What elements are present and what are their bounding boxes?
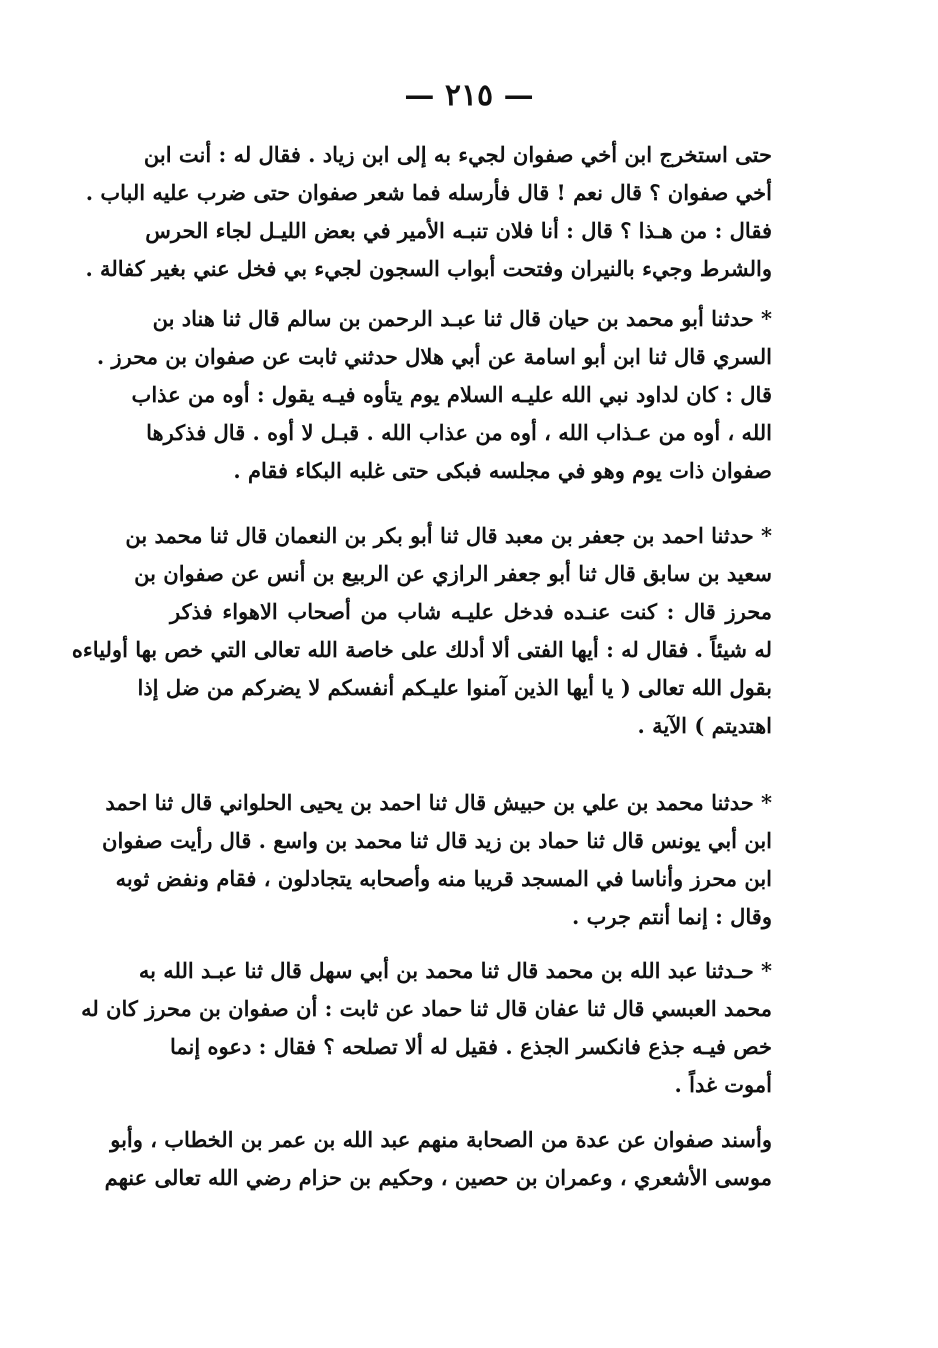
text-line: اهتديتم ) الآية . (637, 713, 772, 738)
text-line: بقول الله تعالى ( يا أيها الذين آمنوا عليـكم أنفسكم لا يضركم من ضل إذا (137, 675, 772, 700)
text-line: أخي صفوان ؟ قال نعم ! قال فأرسله فما شعر صفوان حتى ضرب عليه الباب . (85, 180, 772, 205)
text-line: الله ، أوه من عـذاب الله ، أوه من عذاب الله . قبـل لا أوه . قال فذكرها (146, 420, 772, 445)
text-line: * حدثنا احمد بن جعفر بن معبد قال ثنا أبو بكر بن النعمان قال ثنا محمد بن (125, 523, 772, 548)
text-line: محرز قال : كنت عنـده فدخل عليـه شاب من أصحاب الاهواء فذكر (170, 599, 772, 624)
paragraph-beam-narration (81, 952, 772, 1104)
text-line: والشرط وجيء بالنيران وفتحت أبواب السجون لجيء بي فخل عني بغير كفالة . (85, 256, 772, 281)
paragraph-mosque-narration (102, 784, 772, 936)
text-line: * حدثنا أبو محمد بن حيان قال ثنا عبـد الرحمن بن سالم قال ثنا هناد بن (152, 306, 772, 331)
text-line: صفوان ذات يوم وهو في مجلسه فبكى حتى غلبه البكاء فقام . (233, 458, 772, 483)
text-line: موسى الأشعري ، وعمران بن حصين ، وحكيم بن حزام رضي الله تعالى عنهم (104, 1165, 772, 1190)
text-line: ابن محرز وأناسا في المسجد قريبا منه وأصحابه يتجادلون ، فقام ونفض ثوبه (115, 866, 772, 891)
text-line: سعيد بن سابق قال ثنا أبو جعفر الرازي عن الربيع بن أنس عن صفوان بن (134, 561, 772, 586)
paragraph-release-story (85, 136, 772, 288)
text-line: ابن أبي يونس قال ثنا حماد بن زيد قال ثنا محمد بن واسع . قال رأيت صفوان (102, 828, 772, 853)
text-line: قال : كان لداود نبي الله عليـه السلام يوم يتأوه فيـه يقول : أوه من عذاب (131, 382, 772, 407)
text-line: محمد العبسي قال ثنا عفان قال ثنا حماد عن ثابت : أن صفوان بن محرز كان له (81, 996, 772, 1021)
text-line: وأسند صفوان عن عدة من الصحابة منهم عبد الله بن عمر بن الخطاب ، وأبو (110, 1127, 772, 1152)
text-line: السري قال ثنا ابن أبو اسامة عن أبي هلال حدثني ثابت عن صفوان بن محرز . (96, 344, 772, 369)
page-number: — ٢١٥ — (404, 78, 534, 113)
text-line: أموت غداً . (674, 1072, 772, 1097)
text-line: حتى استخرج ابن أخي صفوان لجيء به إلى ابن زياد . فقال له : أنت ابن (143, 142, 772, 167)
paragraph-companions-list (104, 1121, 772, 1197)
text-line: * حـدثنا عبد الله بن محمد قال ثنا محمد بن أبي سهل قال ثنا عبـد الله به (138, 958, 772, 983)
text-line: خص فيـه جذع فانكسر الجذع . فقيل له ألا تصلحه ؟ فقال : دعوه إنما (170, 1034, 772, 1059)
text-line: فقال : من هـذا ؟ قال : أنا فلان تنبـه الأمير في بعض الليـل لجاء الحرس (145, 218, 772, 243)
text-line: له شيئاً . فقال له : أيها الفتى ألا أدلك على خاصة الله تعالى التي خص بها أولياءه (71, 637, 772, 662)
paragraph-dawud-narration (96, 300, 772, 490)
paragraph-young-man-narration (71, 517, 772, 745)
text-line: وقال : إنما أنتم جرب . (571, 904, 772, 929)
text-line: * حدثنا محمد بن علي بن حبيش قال ثنا احمد بن يحيى الحلواني قال ثنا احمد (105, 790, 772, 815)
